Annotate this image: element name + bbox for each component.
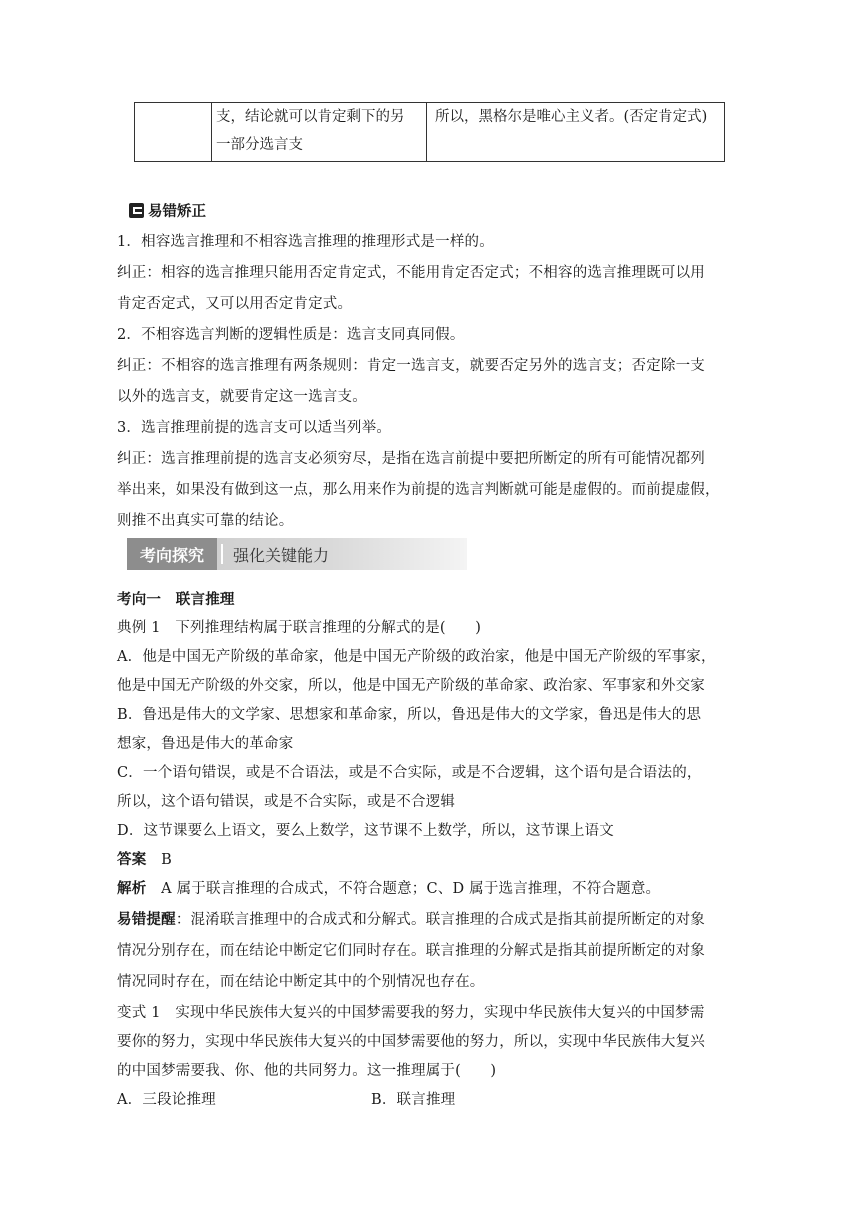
answer-label: 答案 <box>117 852 147 868</box>
topic-heading: 考向一 联言推理 <box>117 592 235 608</box>
section-heading <box>129 200 206 220</box>
table-cell-line: 支，结论就可以肯定剩下的另 <box>216 109 405 125</box>
text-line: 纠正：相容的选言推理只能用否定肯定式，不能用肯定否定式；不相容的选言推理既可以用 <box>117 265 705 281</box>
table-cell-rule <box>212 103 427 162</box>
text-line: 举出来，如果没有做到这一点，那么用来作为前提的选言判断就可能是虚假的。而前提虚假， <box>117 482 720 498</box>
syllogism-table <box>134 102 725 162</box>
variant-option-a: A．三段论推理 <box>117 1092 216 1108</box>
variant-option-b: B．联言推理 <box>371 1092 456 1108</box>
tip-text: ：混淆联言推理中的合成式和分解式。联言推理的合成式是指其前提所断定的对象 <box>175 912 706 928</box>
text-line: 2．不相容选言判断的逻辑性质是：选言支同真同假。 <box>117 327 465 343</box>
section-banner <box>127 538 467 570</box>
banner-subtitle: 强化关键能力 <box>233 545 330 565</box>
answer-line <box>117 850 172 870</box>
section-title: 易错矫正 <box>148 203 206 220</box>
tip-line: 情况同时存在，而在结论中断定其中的个别情况也存在。 <box>117 974 485 990</box>
analysis-line <box>117 879 660 899</box>
table-cell-line: 一部分选言支 <box>216 137 303 153</box>
answer-value: B <box>161 852 172 868</box>
table-cell-example: 所以，黑格尔是唯心主义者。(否定肯定式) <box>427 103 725 162</box>
text-line: 纠正：选言推理前提的选言支必须穷尽，是指在选言前提中要把所断定的所有可能情况都列 <box>117 451 705 467</box>
tip-label: 易错提醒 <box>117 912 176 928</box>
analysis-label: 解析 <box>117 881 147 897</box>
option-line: 想家，鲁迅是伟大的革命家 <box>117 736 294 752</box>
table-row <box>135 103 725 162</box>
variant-line: 要你的努力，实现中华民族伟大复兴的中国梦需要他的努力，所以，实现中华民族伟大复兴 <box>117 1034 705 1050</box>
option-line: 所以，这个语句错误，或是不合实际，或是不合逻辑 <box>117 794 456 810</box>
tip-line <box>117 910 705 930</box>
text-line: 以外的选言支，就要肯定这一选言支。 <box>117 389 367 405</box>
text-line: 1．相容选言推理和不相容选言推理的推理形式是一样的。 <box>117 234 494 250</box>
option-line: B．鲁迅是伟大的文学家、思想家和革命家，所以，鲁迅是伟大的文学家，鲁迅是伟大的思 <box>117 707 702 723</box>
analysis-text: A 属于联言推理的合成式，不符合题意；C、D 属于选言推理，不符合题意。 <box>161 881 661 897</box>
example-stem: 典例 1 下列推理结构属于联言推理的分解式的是( ) <box>117 620 482 636</box>
text-line: 肯定否定式，又可以用否定肯定式。 <box>117 296 353 312</box>
variant-line: 变式 1 实现中华民族伟大复兴的中国梦需要我的努力，实现中华民族伟大复兴的中国梦需 <box>117 1005 705 1021</box>
option-line: D．这节课要么上语文，要么上数学，这节课不上数学，所以，这节课上语文 <box>117 823 614 839</box>
tip-line: 情况分别存在，而在结论中断定它们同时存在。联言推理的分解式是指其前提所断定的对象 <box>117 943 705 959</box>
correction-icon <box>129 203 144 218</box>
text-line: 纠正：不相容的选言推理有两条规则：肯定一选言支，就要否定另外的选言支；否定除一支 <box>117 358 705 374</box>
variant-line: 的中国梦需要我、你、他的共同努力。这一推理属于( ) <box>117 1063 497 1079</box>
option-line: C．一个语句错误，或是不合语法，或是不合实际，或是不合逻辑，这个语句是合语法的， <box>117 765 702 781</box>
option-line: 他是中国无产阶级的外交家，所以，他是中国无产阶级的革命家、政治家、军事家和外交家 <box>117 678 705 694</box>
banner-title: 考向探究 <box>127 538 217 570</box>
table-cell-empty <box>135 103 212 162</box>
text-line: 3．选言推理前提的选言支可以适当列举。 <box>117 420 392 436</box>
option-line: A．他是中国无产阶级的革命家，他是中国无产阶级的政治家，他是中国无产阶级的军事家， <box>117 649 716 665</box>
text-line: 则推不出真实可靠的结论。 <box>117 513 294 529</box>
